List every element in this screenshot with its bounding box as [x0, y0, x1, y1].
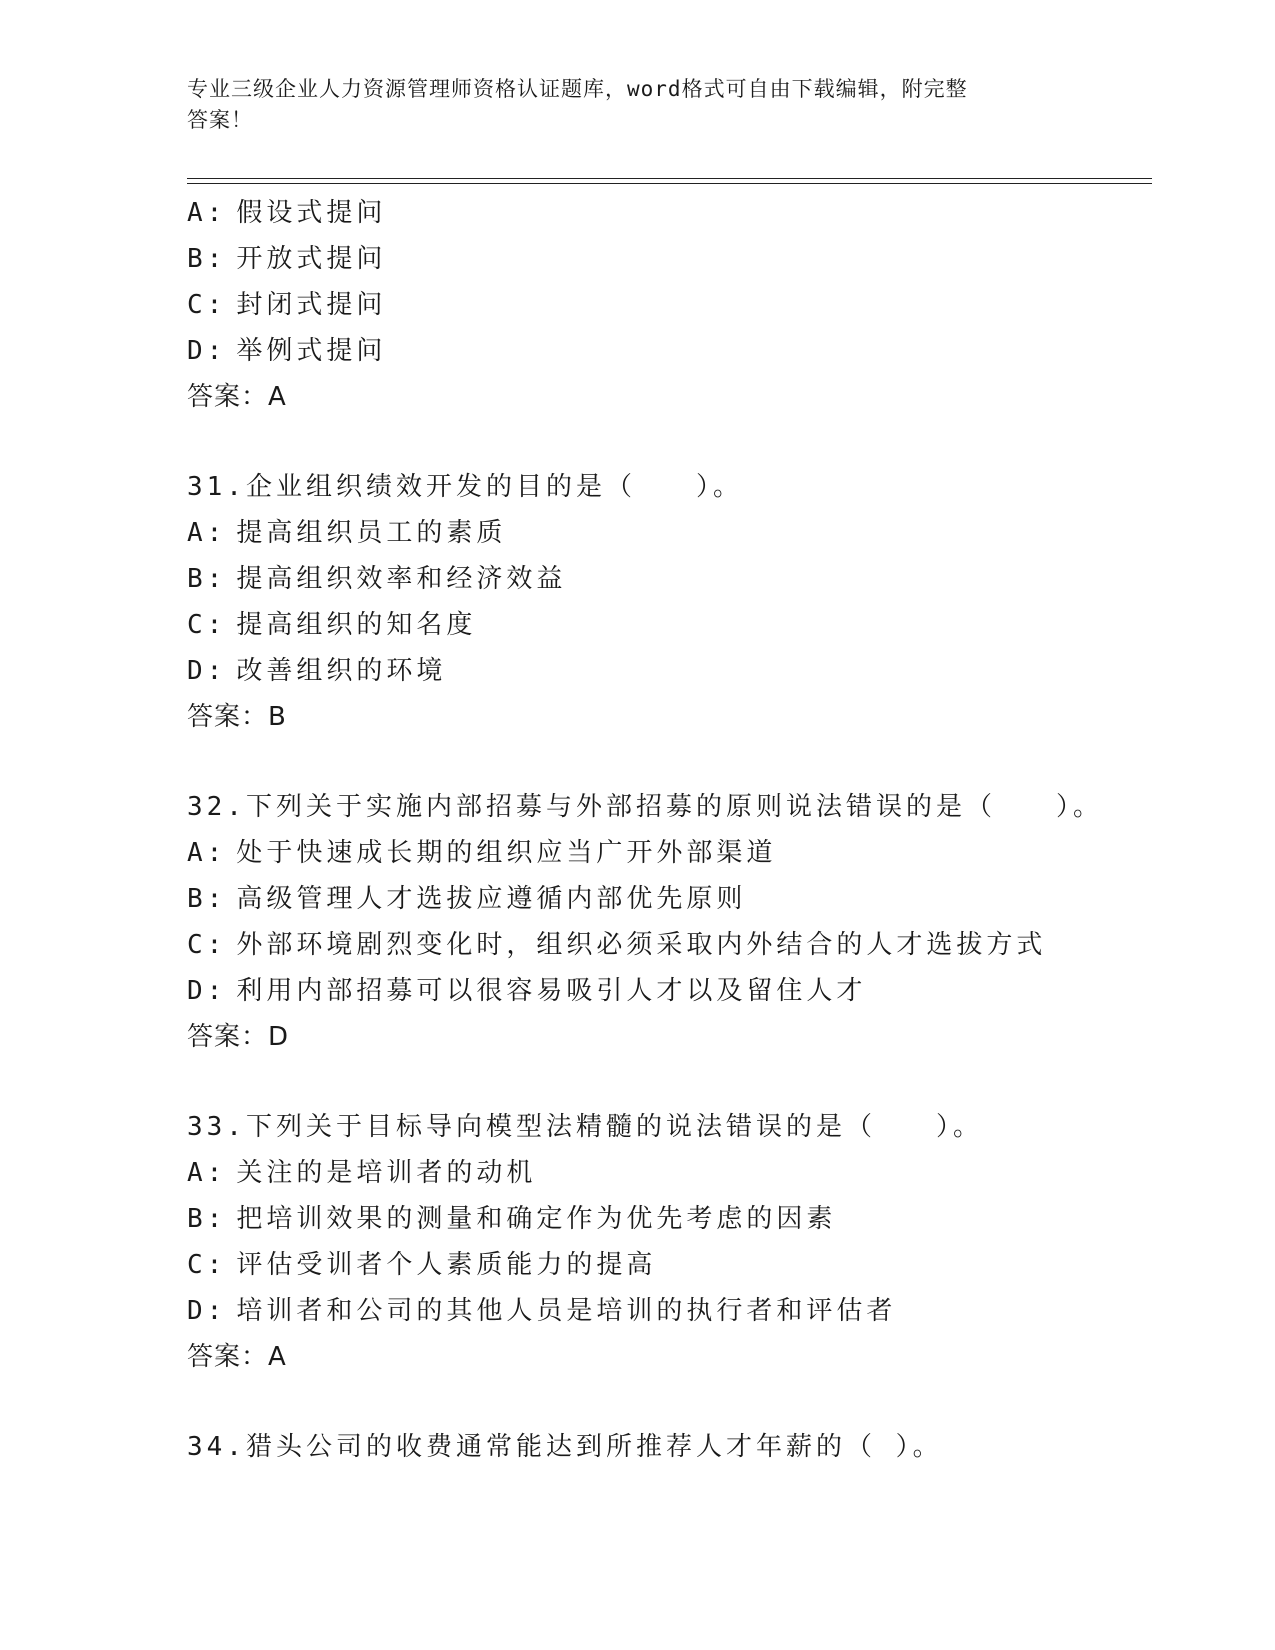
option-d: D: 举例式提问	[187, 336, 387, 366]
question-stem: 32.下列关于实施内部招募与外部招募的原则说法错误的是（ ）。	[187, 792, 1103, 822]
option-c: C: 评估受训者个人素质能力的提高	[187, 1250, 657, 1280]
header-line-2: 答案！	[187, 108, 253, 132]
header-divider-top	[187, 178, 1152, 179]
option-d: D: 利用内部招募可以很容易吸引人才以及留住人才	[187, 976, 867, 1006]
question-block-30	[187, 190, 1152, 420]
option-b: B: 把培训效果的测量和确定作为优先考虑的因素	[187, 1204, 837, 1234]
header-line-1: 专业三级企业人力资源管理师资格认证题库，word格式可自由下载编辑，附完整	[187, 77, 968, 101]
option-d: D: 培训者和公司的其他人员是培训的执行者和评估者	[187, 1296, 897, 1326]
page-header	[187, 74, 1087, 136]
option-a: A: 关注的是培训者的动机	[187, 1158, 537, 1188]
option-d: D: 改善组织的环境	[187, 656, 447, 686]
option-b: B: 提高组织效率和经济效益	[187, 564, 567, 594]
option-b: B: 开放式提问	[187, 244, 387, 274]
option-a: A: 提高组织员工的素质	[187, 518, 507, 548]
answer: 答案：A	[187, 382, 287, 412]
question-stem: 33.下列关于目标导向模型法精髓的说法错误的是（ ）。	[187, 1112, 983, 1142]
option-c: C: 封闭式提问	[187, 290, 387, 320]
option-c: C: 外部环境剧烈变化时，组织必须采取内外结合的人才选拔方式	[187, 930, 1047, 960]
answer: 答案：B	[187, 702, 287, 732]
option-b: B: 高级管理人才选拔应遵循内部优先原则	[187, 884, 747, 914]
answer: 答案：D	[187, 1022, 290, 1052]
option-a: A: 处于快速成长期的组织应当广开外部渠道	[187, 838, 777, 868]
option-c: C: 提高组织的知名度	[187, 610, 477, 640]
question-block-33	[187, 1104, 1152, 1380]
header-divider-bottom	[187, 183, 1152, 184]
question-stem: 34.猎头公司的收费通常能达到所推荐人才年薪的（ ）。	[187, 1432, 943, 1462]
question-block-32	[187, 784, 1152, 1060]
question-block-34	[187, 1424, 1152, 1470]
option-a: A: 假设式提问	[187, 198, 387, 228]
question-stem: 31.企业组织绩效开发的目的是（ ）。	[187, 472, 743, 502]
answer: 答案：A	[187, 1342, 287, 1372]
question-block-31	[187, 464, 1152, 740]
question-list	[187, 190, 1152, 1470]
